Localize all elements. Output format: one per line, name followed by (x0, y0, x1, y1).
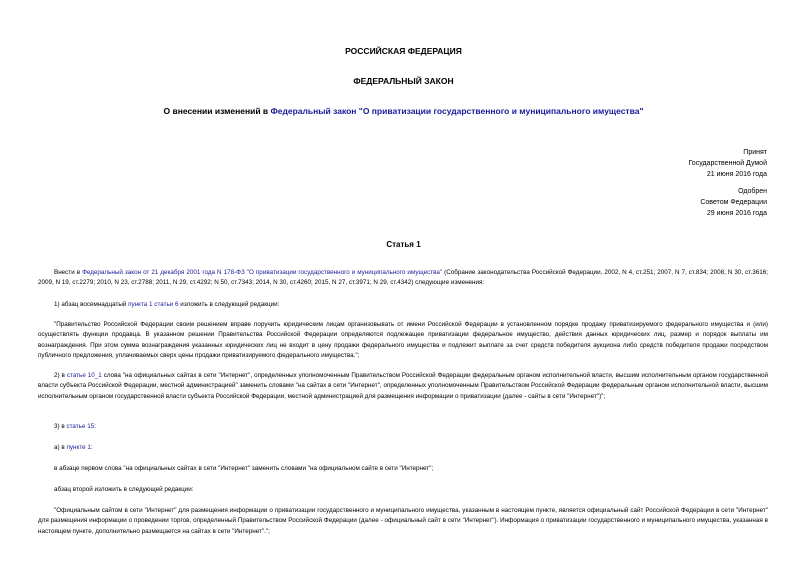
item-1-link[interactable]: пункта 1 статьи 6 (128, 301, 179, 308)
item-3a-link[interactable]: пункте 1 (66, 444, 91, 451)
item-1-paragraph (38, 300, 768, 310)
subject-law-link[interactable]: Федеральный закон "О приватизации государственного и муниципального имущества" (270, 106, 644, 116)
approved-body: Советом Федерации (700, 199, 767, 206)
item-3-prefix: 3) в (54, 423, 67, 430)
item-3a-paragraph (38, 443, 768, 453)
approved-block (700, 186, 767, 219)
item-2-paragraph (38, 371, 768, 402)
item-2-link[interactable]: статье 10_1 (66, 372, 102, 379)
adopted-date: 21 июня 2016 года (706, 171, 767, 178)
intro-suffix: (Собрание законодательства Российской Федерации, 2002, N 4, ст.251; 2007, N 7, ст.834; 2008, N 30, ст.3616; 2009, N 19, ст.2279; 2010, N 23, ст.2788; 2011, N 29, ст.4292; N 50, ст.7343; 2014, N 30, ст.4260; 2015, N 27, ст.3971; N 29, ст.4342) следующие изменения: (38, 269, 768, 287)
item-3-paragraph (38, 422, 768, 432)
item-1-prefix: 1) абзац восемнадцатый (54, 301, 129, 308)
item-2-prefix: 2) в (54, 372, 67, 379)
law-subject-title (0, 106, 807, 116)
approved-date: 29 июня 2016 года (706, 210, 767, 217)
item-3-link[interactable]: статье 15 (66, 423, 95, 430)
item-3a-prefix: а) в (54, 444, 67, 451)
approved-label: Одобрен (738, 188, 767, 195)
item-1-quote: "Правительство Российской Федерации своим решением вправе поручить юридическим лицам организовывать от имени Российской Федерации в установленном порядке продажу приватизируемого федерального имущества и (или) осуществлять функции продавца. В указанном решении Правительства Российской Федерации определяются подлежащее приватизации федеральное имущество, действия данных юридических лиц, размер и порядок выплаты им вознаграждения. При этом сумма вознаграждения указанных юридических лиц не входит в цену продажи федерального имущества и подлежит выплате за счет средств победителя аукциона либо средств победителя продажи посредством публичного предложения, уплачиваемых сверх цены продажи приватизируемого федерального имущества."; (38, 321, 768, 359)
item-3a-line-2: абзац второй изложить в следующей редакции: (54, 486, 194, 493)
item-3a-suffix: : (90, 444, 93, 451)
item-3a-line-1: в абзаце первом слова "на официальных сайтах в сети "Интернет" заменить словами "на официальном сайте в сети "Интернет"; (54, 465, 434, 472)
item-3a-quote: "Официальным сайтом в сети "Интернет" для размещения информации о приватизации государственного и муниципального имущества, указанным в настоящем пункте, является официальный сайт Российской Федерации в сети "Интернет" для размещения информации о проведении торгов, определенный Правительством Российской Федерации (далее - официальный сайт в сети "Интернет"). Информация о приватизации государственного и муниципального имущества, указанная в настоящем пункте, дополнительно размещается на сайтах в сети "Интернет"."; (38, 507, 768, 535)
adopted-body: Государственной Думой (688, 160, 767, 167)
intro-prefix: Внести в (54, 269, 83, 276)
subject-prefix: О внесении изменений в (163, 106, 271, 116)
doc-type-heading: ФЕДЕРАЛЬНЫЙ ЗАКОН (353, 76, 454, 86)
item-3-suffix: : (94, 423, 96, 430)
item-2-suffix: слова "на официальных сайтах в сети "Интернет", определенных уполномоченным Правительством Российской Федерации федеральным органом исполнительной власти, высшим исполнительным органом государственной власти субъекта Российской Федерации, местной администрацией" заменить словами "на сайтах в сети "Интернет", определенных уполномоченным Правительством Российской Федерации федеральным органом исполнительной власти, высшим исполнительным органом государственной власти субъекта Российской Федерации, местной администрацией для размещения информации о приватизации (далее - сайты в сети "Интернет")"; (38, 372, 768, 400)
adopted-block (688, 147, 767, 180)
adopted-label: Принят (743, 149, 767, 156)
country-heading: РОССИЙСКАЯ ФЕДЕРАЦИЯ (345, 46, 462, 56)
intro-paragraph (38, 268, 768, 289)
article-title: Статья 1 (386, 240, 421, 249)
intro-law-link[interactable]: Федеральный закон от 21 декабря 2001 года N 178-ФЗ "О приватизации государственного и муниципального имущества" (82, 269, 443, 276)
item-1-suffix: изложить в следующей редакции: (178, 301, 280, 308)
